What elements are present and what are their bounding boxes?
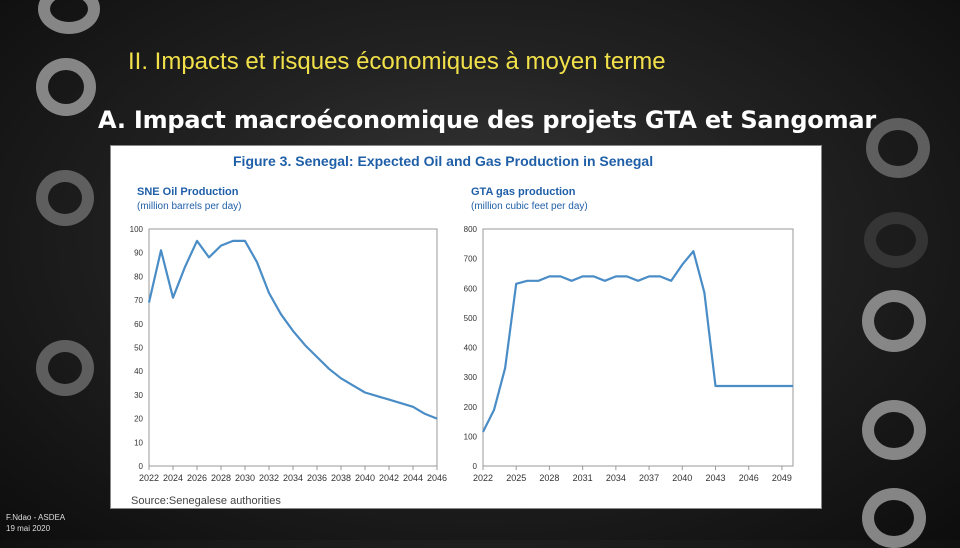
x-tick-label: 2031 <box>572 473 593 483</box>
x-tick-label: 2046 <box>426 473 448 483</box>
y-tick-label: 500 <box>463 313 477 323</box>
y-tick-label: 50 <box>134 343 143 353</box>
y-tick-label: 80 <box>134 272 143 282</box>
y-tick-label: 700 <box>463 254 477 264</box>
decorative-ring <box>862 290 926 352</box>
x-tick-label: 2026 <box>186 473 208 483</box>
x-tick-label: 2040 <box>672 473 693 483</box>
figure-title: Figure 3. Senegal: Expected Oil and Gas Production in Senegal <box>233 153 654 169</box>
y-tick-label: 0 <box>472 462 477 471</box>
decorative-ring <box>864 212 928 268</box>
gas-production-chart <box>464 186 793 483</box>
chart-title: GTA gas production <box>471 186 576 198</box>
plot-frame <box>483 229 793 466</box>
figure-source: Source:Senegalese authorities <box>131 495 281 507</box>
x-tick-label: 2025 <box>506 473 527 483</box>
decorative-ring <box>36 58 96 116</box>
chart-title: SNE Oil Production <box>137 186 239 198</box>
x-tick-label: 2028 <box>210 473 232 483</box>
footer-date: 19 mai 2020 <box>6 524 51 533</box>
chart-subtitle: (million barrels per day) <box>137 201 242 212</box>
figure-svg <box>111 146 821 508</box>
y-tick-label: 600 <box>463 284 477 294</box>
y-tick-label: 20 <box>134 414 143 424</box>
decorative-ring <box>36 170 94 226</box>
figure-panel <box>110 145 822 509</box>
x-tick-label: 2043 <box>705 473 726 483</box>
x-tick-label: 2042 <box>378 473 400 483</box>
plot-frame <box>149 229 437 466</box>
x-tick-label: 2038 <box>330 473 352 483</box>
oil-production-chart <box>130 186 447 483</box>
x-tick-label: 2046 <box>738 473 759 483</box>
x-tick-label: 2034 <box>605 473 626 483</box>
series-line <box>149 241 437 419</box>
y-tick-label: 300 <box>463 373 477 383</box>
x-tick-label: 2040 <box>354 473 376 483</box>
x-tick-label: 2032 <box>258 473 280 483</box>
y-tick-label: 400 <box>463 343 477 353</box>
y-tick-label: 100 <box>129 225 143 234</box>
y-tick-label: 800 <box>463 225 477 234</box>
x-tick-label: 2036 <box>306 473 328 483</box>
y-tick-label: 0 <box>138 462 143 471</box>
chart-subtitle: (million cubic feet per day) <box>471 201 588 212</box>
y-tick-label: 70 <box>134 296 143 306</box>
y-tick-label: 100 <box>463 432 477 442</box>
x-tick-label: 2044 <box>402 473 424 483</box>
slide-subtitle: A. Impact macroéconomique des projets GTA et Sangomar <box>98 106 877 134</box>
footer-author: F.Ndao - ASDEA <box>6 513 66 522</box>
y-tick-label: 30 <box>134 390 143 400</box>
x-tick-label: 2030 <box>234 473 256 483</box>
y-tick-label: 90 <box>134 248 143 258</box>
x-tick-label: 2022 <box>138 473 160 483</box>
x-tick-label: 2024 <box>162 473 184 483</box>
y-tick-label: 10 <box>134 438 143 448</box>
x-tick-label: 2022 <box>472 473 494 483</box>
decorative-ring <box>36 340 94 396</box>
x-tick-label: 2028 <box>539 473 560 483</box>
x-tick-label: 2037 <box>639 473 660 483</box>
x-tick-label: 2034 <box>282 473 304 483</box>
decorative-ring <box>862 400 926 460</box>
y-tick-label: 200 <box>463 402 477 412</box>
series-line <box>483 251 793 432</box>
decorative-ring <box>38 0 100 34</box>
decorative-ring <box>862 488 926 548</box>
x-tick-label: 2049 <box>771 473 792 483</box>
y-tick-label: 60 <box>134 319 143 329</box>
y-tick-label: 40 <box>134 367 143 377</box>
slide-title: II. Impacts et risques économiques à moyen terme <box>128 48 666 75</box>
footer <box>6 512 65 534</box>
